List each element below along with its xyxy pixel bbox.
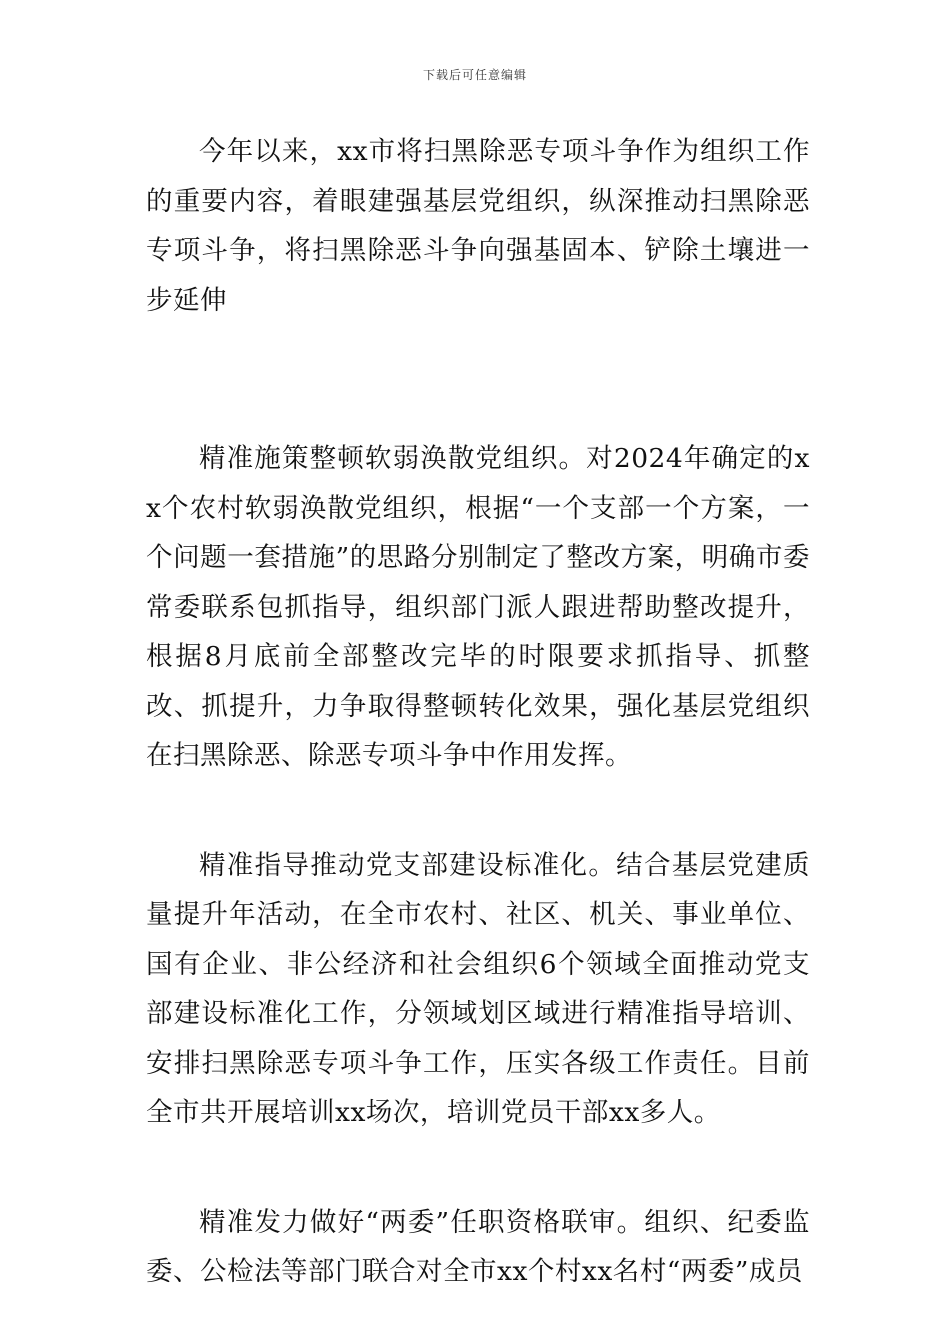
page-header-note: 下载后可任意编辑: [422, 68, 527, 82]
document-body: [146, 127, 810, 1297]
paragraph-rectify-weak-party-organizations: 精准施策整顿软弱涣散党组织。对2024年确定的xx个农村软弱涣散党组织，根据“一个支部一个方案，一个问题一套措施”的思路分别制定了整改方案，明确市委常委联系包抓指导，组织部门派人跟进帮助整改提升，根据8月底前全部整改完毕的时限要求抓指导、抓整改、抓提升，力争取得整顿转化效果，强化基层党组织在扫黑除恶、除恶专项斗争中作用发挥。: [146, 443, 810, 771]
paragraph-qualification-review: 精准发力做好“两委”任职资格联审。组织、纪委监委、公检法等部门联合对全市xx个村xx名村“两委”成员: [146, 1206, 810, 1287]
paragraph-intro: 今年以来，xx市将扫黑除恶专项斗争作为组织工作的重要内容，着眼建强基层党组织，纵深推动扫黑除恶专项斗争，将扫黑除恶斗争向强基固本、铲除土壤进一步延伸: [146, 136, 810, 316]
paragraph-branch-standardization: 精准指导推动党支部建设标准化。结合基层党建质量提升年活动，在全市农村、社区、机关、事业单位、国有企业、非公经济和社会组织6个领域全面推动党支部建设标准化工作，分领域划区域进行精准指导培训、安排扫黑除恶专项斗争工作，压实各级工作责任。目前全市共开展培训xx场次，培训党员干部xx多人。: [146, 849, 810, 1128]
